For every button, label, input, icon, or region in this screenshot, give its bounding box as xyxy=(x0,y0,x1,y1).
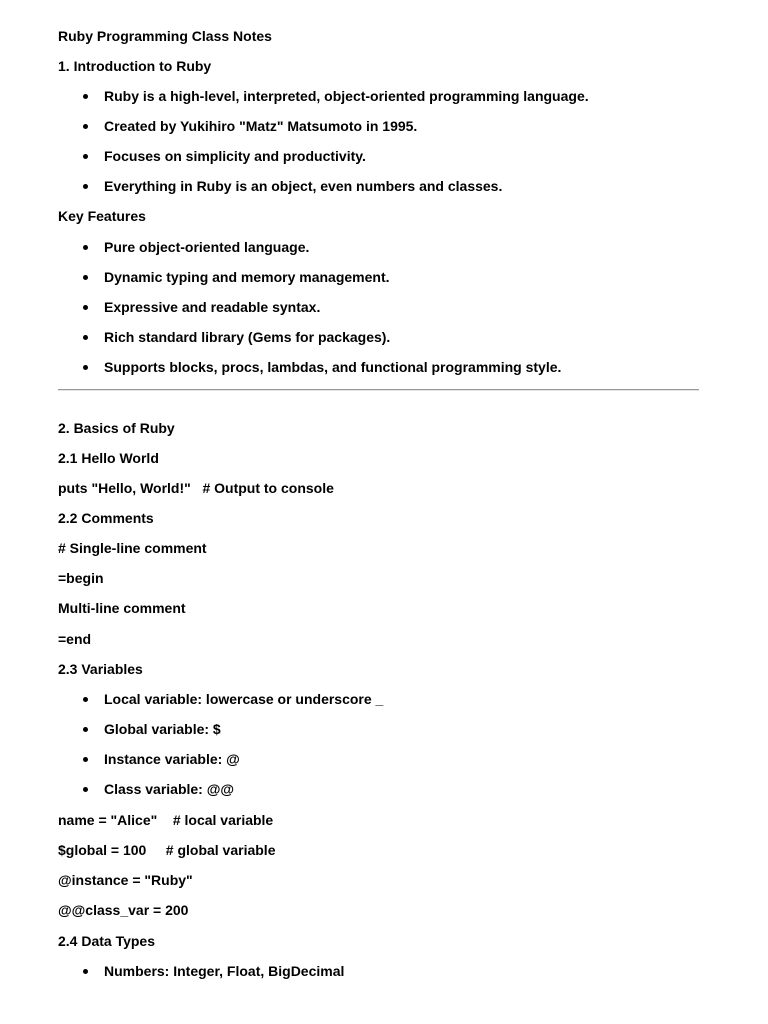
list-item: Created by Yukihiro "Matz" Matsumoto in 1995. xyxy=(104,111,417,141)
list-item: Everything in Ruby is an object, even numbers and classes. xyxy=(104,171,502,201)
list-item: Pure object-oriented language. xyxy=(104,232,309,262)
section-heading-introduction: 1. Introduction to Ruby xyxy=(58,58,212,74)
list-item: Class variable: @@ xyxy=(104,774,234,804)
horizontal-divider xyxy=(58,389,699,391)
subsection-heading-data-types: 2.4 Data Types xyxy=(58,933,156,949)
subsection-heading-hello-world: 2.1 Hello World xyxy=(58,450,159,466)
code-line: # Single-line comment xyxy=(58,540,207,556)
code-line: $global = 100 # global variable xyxy=(58,842,276,858)
list-item: Expressive and readable syntax. xyxy=(104,292,320,322)
list-item: Numbers: Integer, Float, BigDecimal xyxy=(104,956,344,986)
list-item: Global variable: $ xyxy=(104,714,221,744)
code-line: =begin xyxy=(58,570,104,586)
section-heading-key-features: Key Features xyxy=(58,208,146,224)
code-line: Multi-line comment xyxy=(58,600,186,616)
section-heading-basics: 2. Basics of Ruby xyxy=(58,420,175,436)
subsection-heading-variables: 2.3 Variables xyxy=(58,661,143,677)
list-item: Rich standard library (Gems for packages). xyxy=(104,322,390,352)
list-item: Supports blocks, procs, lambdas, and functional programming style. xyxy=(104,352,561,382)
list-item: Focuses on simplicity and productivity. xyxy=(104,141,366,171)
list-item: Dynamic typing and memory management. xyxy=(104,262,390,292)
list-item: Local variable: lowercase or underscore _ xyxy=(104,684,383,714)
code-line: =end xyxy=(58,631,92,647)
code-line: name = "Alice" # local variable xyxy=(58,812,274,828)
code-line: @@class_var = 200 xyxy=(58,902,189,918)
list-item: Instance variable: @ xyxy=(104,744,240,774)
code-line: puts "Hello, World!" # Output to console xyxy=(58,480,334,496)
list-item: Ruby is a high-level, interpreted, object-oriented programming language. xyxy=(104,81,589,111)
document-title: Ruby Programming Class Notes xyxy=(58,28,272,44)
code-line: @instance = "Ruby" xyxy=(58,872,193,888)
subsection-heading-comments: 2.2 Comments xyxy=(58,510,154,526)
